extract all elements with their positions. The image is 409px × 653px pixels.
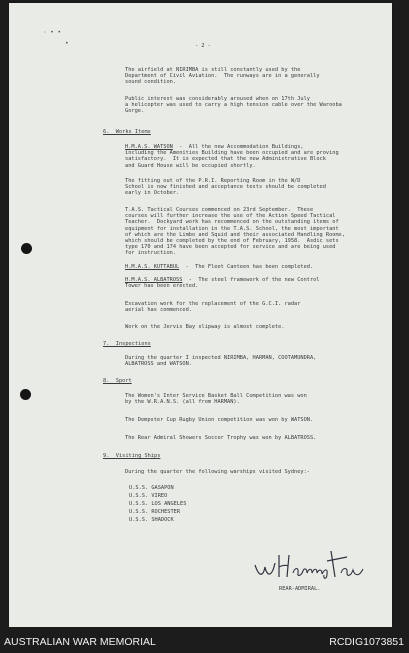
paragraph-visiting-ships: During the quarter the following warships visited Sydney:- <box>125 469 310 475</box>
paragraph-pri-room: The fitting out of the P.R.I. Reporting Room in the W/D School is now finished and acceptance tests should be completed early in October. <box>125 178 326 197</box>
ship-name-albatross: H.M.A.S. ALBATROSS <box>125 277 183 283</box>
section-heading-sport: 8. Sport <box>103 378 132 384</box>
page-number: - 2 - <box>195 43 211 49</box>
ship-list-item: U.S.S. LOS ANGELES <box>129 501 187 507</box>
ship-list-item: U.S.S. GASAPON <box>129 485 174 491</box>
paragraph-inspections: During the quarter I inspected NIRIMBA, HARMAN, COOTAMUNDRA, ALBATROSS and WATSON. <box>125 355 317 368</box>
punch-hole <box>21 243 32 254</box>
section-heading-works: 6. Works Items <box>103 129 151 135</box>
paragraph-albatross: H.M.A.S. ALBATROSS - The steel framework of the new Control Tower has been erected. <box>125 277 320 290</box>
paragraph-excavation: Excavation work for the replacement of the G.C.I. radar aerial has commenced. <box>125 301 301 314</box>
punch-hole <box>20 389 31 400</box>
ship-name-kuttabul: H.M.A.S. KUTTABUL <box>125 264 180 270</box>
archive-footer <box>0 627 409 653</box>
paragraph-watson: H.M.A.S. WATSON - All the new Accommodation Buildings, including the Amenities Building have been occupied and are proving satisfactory. It is expected that the new Administrative Block and Guard House will be occupied shortly. <box>125 144 339 169</box>
archive-source: AUSTRALIAN WAR MEMORIAL <box>4 636 156 648</box>
ship-list-item: U.S.S. VIREO <box>129 493 168 499</box>
signatory-title: REAR-ADMIRAL. <box>279 586 321 592</box>
paragraph-kuttabul: H.M.A.S. KUTTABUL - The Fleet Canteen has been completed. <box>125 264 314 270</box>
section-heading-inspections: 7. Inspections <box>103 341 151 347</box>
paragraph-soccer: The Rear Admiral Showers Soccer Trophy was won by ALBATROSS. <box>125 435 317 441</box>
paragraph-jervis-bay: Work on the Jervis Bay slipway is almost complete. <box>125 324 285 330</box>
paragraph-basketball: The Women's Inter Service Basket Ball Competition was won by the W.R.A.N.S. (all from HARMAN). <box>125 393 307 406</box>
handwritten-signature <box>251 543 371 583</box>
section-heading-visiting-ships: 9. Visiting Ships <box>103 453 161 459</box>
ship-list-item: U.S.S. SHADOCK <box>129 517 174 523</box>
archive-id: RCDIG1073851 <box>329 636 404 648</box>
paragraph-helicopter: Public interest was considerably aroused when on 17th July a helicopter was used to carry a high tension cable over the Warooba Gorge. <box>125 96 342 115</box>
ship-list-item: U.S.S. ROCHESTER <box>129 509 181 515</box>
paragraph-rugby: The Dempster Cup Rugby Union competition was won by WATSON. <box>125 417 314 423</box>
pencil-mark: • <box>65 40 69 47</box>
paragraph-airfield: The airfield at NIRIMBA is still constantly used by the Department of Civil Aviation. The runways are in a generally sound condition. <box>125 67 320 86</box>
document-page <box>9 3 392 627</box>
pencil-mark: · • • <box>43 29 62 36</box>
paragraph-tas-courses: T.A.S. Tactical Courses commenced on 23rd September. These courses will further increase the use of the Action Speed Tactical Teacher. Dockyard work has recommenced on the outstanding items of equipment for installation in the T.A.S. School, the most important of which are the Limbo and Squid and their associated Handling Rooms, which should be completed by the end of February, 1958. Asdic sets type 170 and 174 have been accepted for service and are being used for instruction. <box>125 207 346 257</box>
ship-name-watson: H.M.A.S. WATSON <box>125 144 173 150</box>
